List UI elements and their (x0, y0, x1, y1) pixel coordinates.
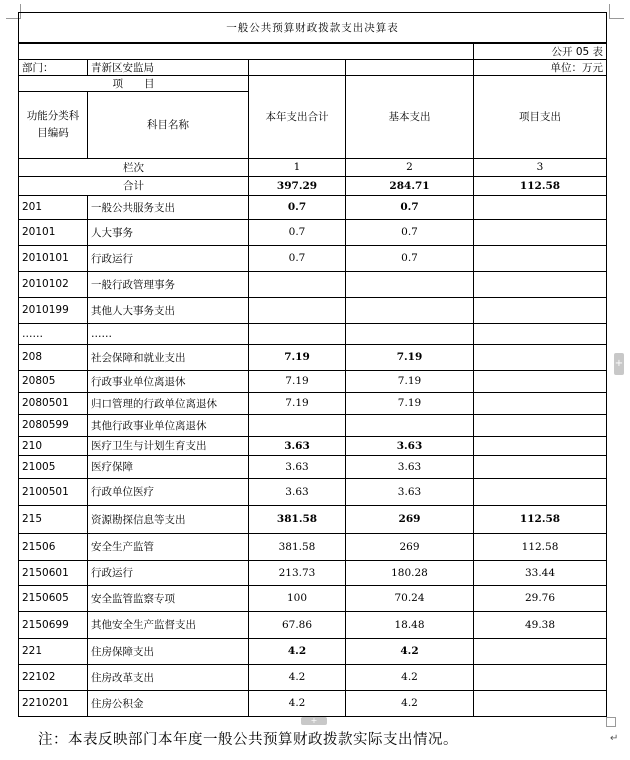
row-basic: 0.7 (346, 245, 474, 271)
col-number-1: 1 (249, 158, 346, 176)
row-name: 医疗卫生与计划生育支出 (88, 436, 249, 455)
dept-name: 青新区安监局 (88, 59, 249, 75)
table-row (19, 690, 607, 716)
footnote: 注：本表反映部门本年度一般公共预算财政拨款实际支出情况。 (38, 732, 458, 748)
row-code: 2010199 (19, 297, 88, 323)
row-basic: 269 (346, 533, 474, 560)
row-project: 29.76 (474, 585, 607, 611)
row-code: …… (19, 323, 88, 344)
row-code: 22102 (19, 664, 88, 690)
paragraph-mark-icon: ↵ (610, 733, 619, 744)
row-name: 一般公共服务支出 (88, 195, 249, 219)
row-project (474, 297, 607, 323)
row-total: 100 (249, 585, 346, 611)
unit-label: 单位：万元 (474, 59, 607, 75)
table-row (19, 611, 607, 638)
row-project: 33.44 (474, 560, 607, 585)
row-name: 资源勘探信息等支出 (88, 505, 249, 533)
row-name: 归口管理的行政单位离退休 (88, 392, 249, 414)
row-total: 4.2 (249, 664, 346, 690)
row-name: 住房改革支出 (88, 664, 249, 690)
row-code: 2100501 (19, 478, 88, 505)
table-row (19, 323, 607, 344)
row-project (474, 414, 607, 436)
row-basic: 3.63 (346, 436, 474, 455)
blank-cell (249, 59, 346, 75)
row-code: 20101 (19, 219, 88, 245)
row-project (474, 436, 607, 455)
blank-cell (346, 59, 474, 75)
table-row (19, 414, 607, 436)
row-basic: 3.63 (346, 455, 474, 478)
row-project (474, 455, 607, 478)
row-project (474, 690, 607, 716)
row-project (474, 638, 607, 664)
row-name: 住房保障支出 (88, 638, 249, 664)
row-total: 4.2 (249, 690, 346, 716)
row-basic: 269 (346, 505, 474, 533)
row-project (474, 219, 607, 245)
row-project (474, 271, 607, 297)
row-code: 2010101 (19, 245, 88, 271)
col-number-2: 2 (346, 158, 474, 176)
row-basic: 0.7 (346, 195, 474, 219)
row-basic (346, 323, 474, 344)
row-name: 行政运行 (88, 560, 249, 585)
table-row (19, 585, 607, 611)
table-row (19, 638, 607, 664)
row-project (474, 392, 607, 414)
row-basic: 4.2 (346, 638, 474, 664)
row-code: 2010102 (19, 271, 88, 297)
row-code: 215 (19, 505, 88, 533)
row-total: 7.19 (249, 392, 346, 414)
table-row (19, 533, 607, 560)
row-code: 20805 (19, 370, 88, 392)
header-name: 科目名称 (88, 91, 249, 158)
row-total: 0.7 (249, 245, 346, 271)
table-title: 一般公共预算财政拨款支出决算表 (19, 13, 607, 43)
row-total: 4.2 (249, 638, 346, 664)
row-basic: 180.28 (346, 560, 474, 585)
row-project: 112.58 (474, 533, 607, 560)
totals-basic: 284.71 (346, 176, 474, 195)
row-code: 2080599 (19, 414, 88, 436)
row-project: 112.58 (474, 505, 607, 533)
totals-total: 397.29 (249, 176, 346, 195)
totals-label: 合计 (19, 176, 249, 195)
row-name: 其他安全生产监督支出 (88, 611, 249, 638)
row-code: 2080501 (19, 392, 88, 414)
row-total: 7.19 (249, 344, 346, 370)
header-basic: 基本支出 (346, 75, 474, 158)
row-total: 381.58 (249, 505, 346, 533)
row-total: 0.7 (249, 195, 346, 219)
row-code: 221 (19, 638, 88, 664)
totals-project: 112.58 (474, 176, 607, 195)
row-basic: 3.63 (346, 478, 474, 505)
table-row (19, 478, 607, 505)
row-code: 201 (19, 195, 88, 219)
row-basic: 70.24 (346, 585, 474, 611)
table-row (19, 271, 607, 297)
row-project (474, 664, 607, 690)
row-total: 3.63 (249, 455, 346, 478)
row-project (474, 370, 607, 392)
row-name: 社会保障和就业支出 (88, 344, 249, 370)
row-basic: 4.2 (346, 690, 474, 716)
row-project (474, 245, 607, 271)
row-code: 2150601 (19, 560, 88, 585)
table-row (19, 344, 607, 370)
row-total: 0.7 (249, 219, 346, 245)
row-code: 2150699 (19, 611, 88, 638)
row-total: 381.58 (249, 533, 346, 560)
row-name: 一般行政管理事务 (88, 271, 249, 297)
row-total (249, 323, 346, 344)
expand-handle-icon[interactable]: + (614, 353, 624, 375)
row-basic: 7.19 (346, 344, 474, 370)
row-basic (346, 414, 474, 436)
row-total: 3.63 (249, 478, 346, 505)
row-total (249, 271, 346, 297)
row-code: 210 (19, 436, 88, 455)
row-code: 21005 (19, 455, 88, 478)
table-resize-handle-icon[interactable] (606, 717, 616, 727)
header-project: 项目支出 (474, 75, 607, 158)
row-total: 213.73 (249, 560, 346, 585)
table-row (19, 455, 607, 478)
row-project (474, 195, 607, 219)
row-code: 2210201 (19, 690, 88, 716)
row-basic: 4.2 (346, 664, 474, 690)
table-row (19, 219, 607, 245)
row-name: …… (88, 323, 249, 344)
row-project (474, 323, 607, 344)
row-name: 住房公积金 (88, 690, 249, 716)
table-row (19, 370, 607, 392)
header-col-index: 栏次 (19, 158, 249, 176)
row-name: 行政事业单位离退休 (88, 370, 249, 392)
row-total (249, 414, 346, 436)
row-name: 行政运行 (88, 245, 249, 271)
row-total: 67.86 (249, 611, 346, 638)
dept-label: 部门： (19, 59, 88, 75)
row-code: 21506 (19, 533, 88, 560)
row-code: 208 (19, 344, 88, 370)
row-total: 7.19 (249, 370, 346, 392)
row-name: 医疗保障 (88, 455, 249, 478)
row-total (249, 297, 346, 323)
row-name: 安全生产监管 (88, 533, 249, 560)
row-name: 其他行政事业单位离退休 (88, 414, 249, 436)
col-number-3: 3 (474, 158, 607, 176)
doc-number: 公开 05 表 (474, 43, 607, 60)
table-row (19, 392, 607, 414)
crop-mark-top-right (609, 4, 624, 19)
table-row (19, 436, 607, 455)
row-total: 3.63 (249, 436, 346, 455)
row-code: 2150605 (19, 585, 88, 611)
budget-expenditure-table (18, 12, 607, 717)
row-basic (346, 297, 474, 323)
table-move-handle-icon[interactable]: + (301, 717, 327, 725)
row-basic: 0.7 (346, 219, 474, 245)
table-row (19, 664, 607, 690)
row-project (474, 344, 607, 370)
table-row (19, 560, 607, 585)
table-row (19, 505, 607, 533)
table-row (19, 297, 607, 323)
row-name: 其他人大事务支出 (88, 297, 249, 323)
row-name: 安全监管监察专项 (88, 585, 249, 611)
row-basic: 18.48 (346, 611, 474, 638)
header-item: 项 目 (19, 75, 249, 91)
row-basic: 7.19 (346, 370, 474, 392)
row-name: 行政单位医疗 (88, 478, 249, 505)
table-row (19, 245, 607, 271)
row-basic: 7.19 (346, 392, 474, 414)
row-name: 人大事务 (88, 219, 249, 245)
row-basic (346, 271, 474, 297)
table-row (19, 195, 607, 219)
header-code: 功能分类科目编码 (19, 91, 88, 158)
blank-cell (19, 43, 474, 60)
header-total: 本年支出合计 (249, 75, 346, 158)
row-project (474, 478, 607, 505)
row-project: 49.38 (474, 611, 607, 638)
